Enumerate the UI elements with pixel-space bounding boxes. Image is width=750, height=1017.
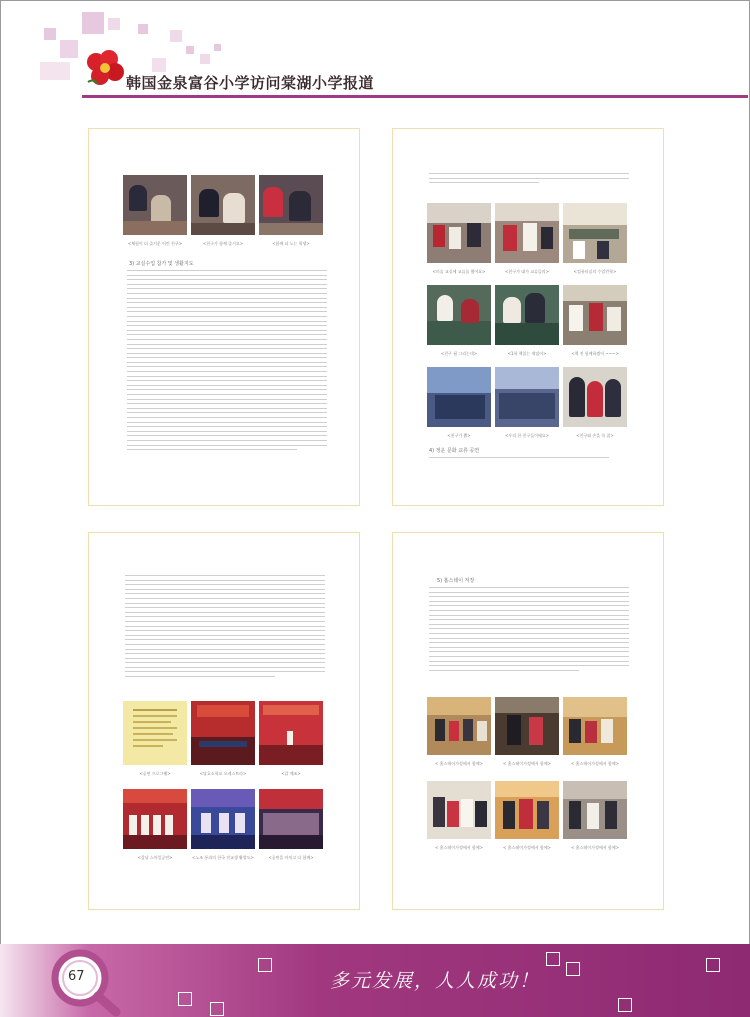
photo-caption: <체험이 더 즐거운 어린 친구> — [127, 241, 183, 246]
photo-caption: < 홈스테이가정에서 함께> — [503, 845, 551, 850]
photo — [123, 789, 187, 849]
photo-caption: <미술 교실에 교류를 했어요> — [432, 269, 486, 274]
photo-caption: < 홈스테이가정에서 함께> — [435, 761, 483, 766]
photo-caption: <공연을 마치고 다 함께> — [268, 855, 314, 860]
photo-caption: < 홈스테이가정에서 함께> — [503, 761, 551, 766]
photo-caption: <친구 됨 그리는데> — [440, 351, 478, 356]
photo — [427, 781, 491, 839]
photo-caption: <당호소학교 오케스트라> — [199, 771, 247, 776]
photo — [259, 789, 323, 849]
section-heading: 5) 홈스테이 저장 — [437, 578, 475, 584]
body-text — [127, 270, 327, 454]
photo — [191, 789, 255, 849]
page-number: 67 — [68, 969, 85, 984]
top-left-page — [88, 128, 360, 506]
photo-caption: <친구가 뽑> — [447, 433, 471, 438]
photo-caption: <공연 프로그램> — [139, 771, 171, 776]
photo-caption: <1학 책읽는 재밌어> — [507, 351, 547, 356]
photo — [563, 697, 627, 755]
section-heading: 4) 정운 문화 교류 공연 — [429, 448, 480, 454]
photo-caption: < 홈스테이가정에서 함께> — [435, 845, 483, 850]
photo-caption: <갑 체조> — [281, 771, 301, 776]
body-text — [125, 575, 325, 681]
photo — [123, 701, 187, 765]
body-text — [429, 173, 629, 187]
photo — [259, 701, 323, 765]
photo — [259, 175, 323, 235]
photo — [427, 203, 491, 263]
photo-caption: < 홈스테이가정에서 함께> — [571, 845, 619, 850]
body-text — [429, 457, 629, 462]
photo — [123, 175, 187, 235]
photo — [495, 203, 559, 263]
photo-caption: <우리 한 친구들이에요> — [504, 433, 550, 438]
top-right-page — [392, 128, 664, 506]
photo — [495, 285, 559, 345]
photo — [563, 203, 627, 263]
photo — [495, 697, 559, 755]
footer-slogan: 多元发展，人人成功！ — [330, 970, 541, 992]
body-text — [429, 587, 629, 674]
section-heading: 3) 교실수업 참가 및 생활지도 — [129, 261, 194, 267]
bottom-left-page — [88, 532, 360, 910]
photo — [191, 701, 255, 765]
photo — [563, 781, 627, 839]
photo-caption: < 홈스테이가정에서 함께> — [571, 761, 619, 766]
photo — [191, 175, 255, 235]
photo-caption: <컴퓨터실의 수업견학> — [573, 269, 617, 274]
photo-caption: <노조 통과의 한국 전교생 활발도> — [191, 855, 255, 860]
photo — [427, 367, 491, 427]
photo-caption: <함께 더 노는 학생> — [272, 241, 310, 246]
photo — [495, 367, 559, 427]
photo — [563, 285, 627, 345]
flower-logo-icon — [82, 48, 128, 88]
photo-caption: <친구와 손을 꼭 잡> — [576, 433, 614, 438]
photo-caption: <친구가 대가 교류들의> — [504, 269, 550, 274]
photo — [495, 781, 559, 839]
page-title: 韩国金泉富谷小学访问棠湖小学报道 — [126, 74, 375, 92]
photo-caption: <갑남 스마일공연> — [137, 855, 173, 860]
photo-caption: <친구가 함께 즐거요> — [202, 241, 244, 246]
photo — [427, 285, 491, 345]
photo — [563, 367, 627, 427]
magnifier-icon — [44, 946, 154, 1017]
bottom-right-page — [392, 532, 664, 910]
photo-caption: <책 전 함께하겠어 ~~~> — [571, 351, 619, 356]
header-rule — [82, 95, 748, 98]
photo — [427, 697, 491, 755]
